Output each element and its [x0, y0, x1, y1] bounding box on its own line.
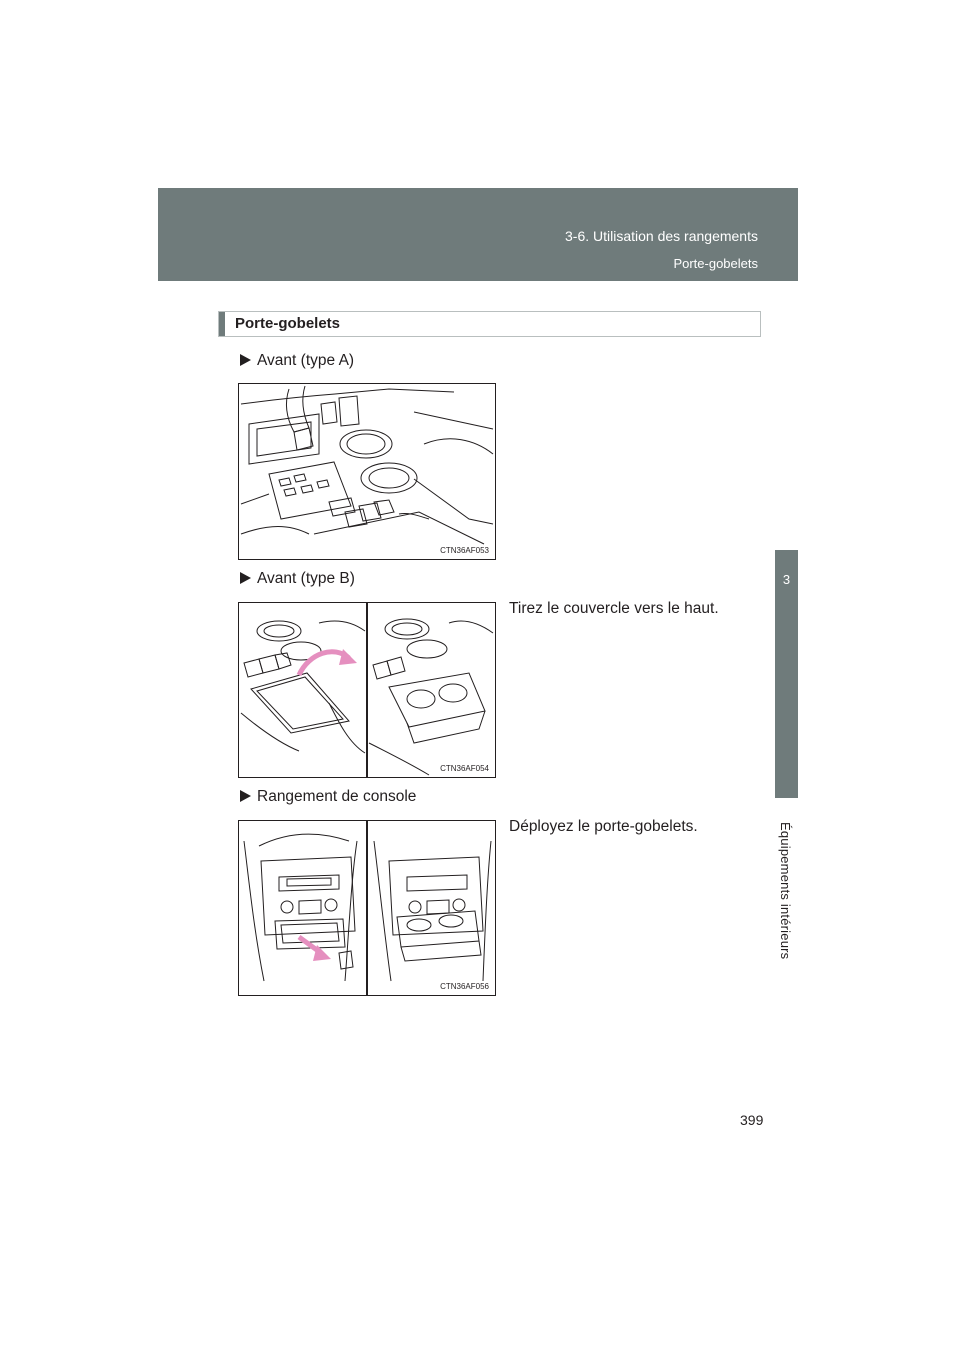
triangle-bullet-icon: [240, 572, 251, 584]
console-illustration: [239, 384, 495, 559]
item-description: Tirez le couvercle vers le haut.: [509, 600, 719, 617]
item-heading: Rangement de console: [240, 788, 416, 806]
figure-console-storage: [238, 820, 496, 996]
chapter-title: 3-6. Utilisation des rangements: [565, 228, 758, 244]
triangle-bullet-icon: [240, 354, 251, 366]
figure-front-type-a: [238, 383, 496, 560]
chapter-side-label: Équipements intérieurs: [778, 822, 793, 960]
figure-front-type-b: [238, 602, 496, 778]
figure-code: CTN36AF054: [440, 764, 489, 773]
chapter-number: 3: [782, 572, 791, 587]
cupholder-lid-illustration: [239, 603, 495, 777]
section-title-box: [218, 311, 761, 337]
chapter-side-tab: [775, 550, 798, 798]
section-title-bar: [219, 312, 225, 336]
item-heading: Avant (type A): [240, 352, 354, 370]
figure-code: CTN36AF056: [440, 982, 489, 991]
page-header: [158, 188, 798, 281]
header-subtitle: Porte-gobelets: [673, 256, 758, 271]
rear-console-illustration: [239, 821, 495, 995]
figure-code: CTN36AF053: [440, 546, 489, 555]
section-title: Porte-gobelets: [235, 315, 341, 332]
item-description: Déployez le porte-gobelets.: [509, 818, 698, 835]
triangle-bullet-icon: [240, 790, 251, 802]
item-heading: Avant (type B): [240, 570, 355, 588]
page-number: 399: [740, 1112, 764, 1128]
